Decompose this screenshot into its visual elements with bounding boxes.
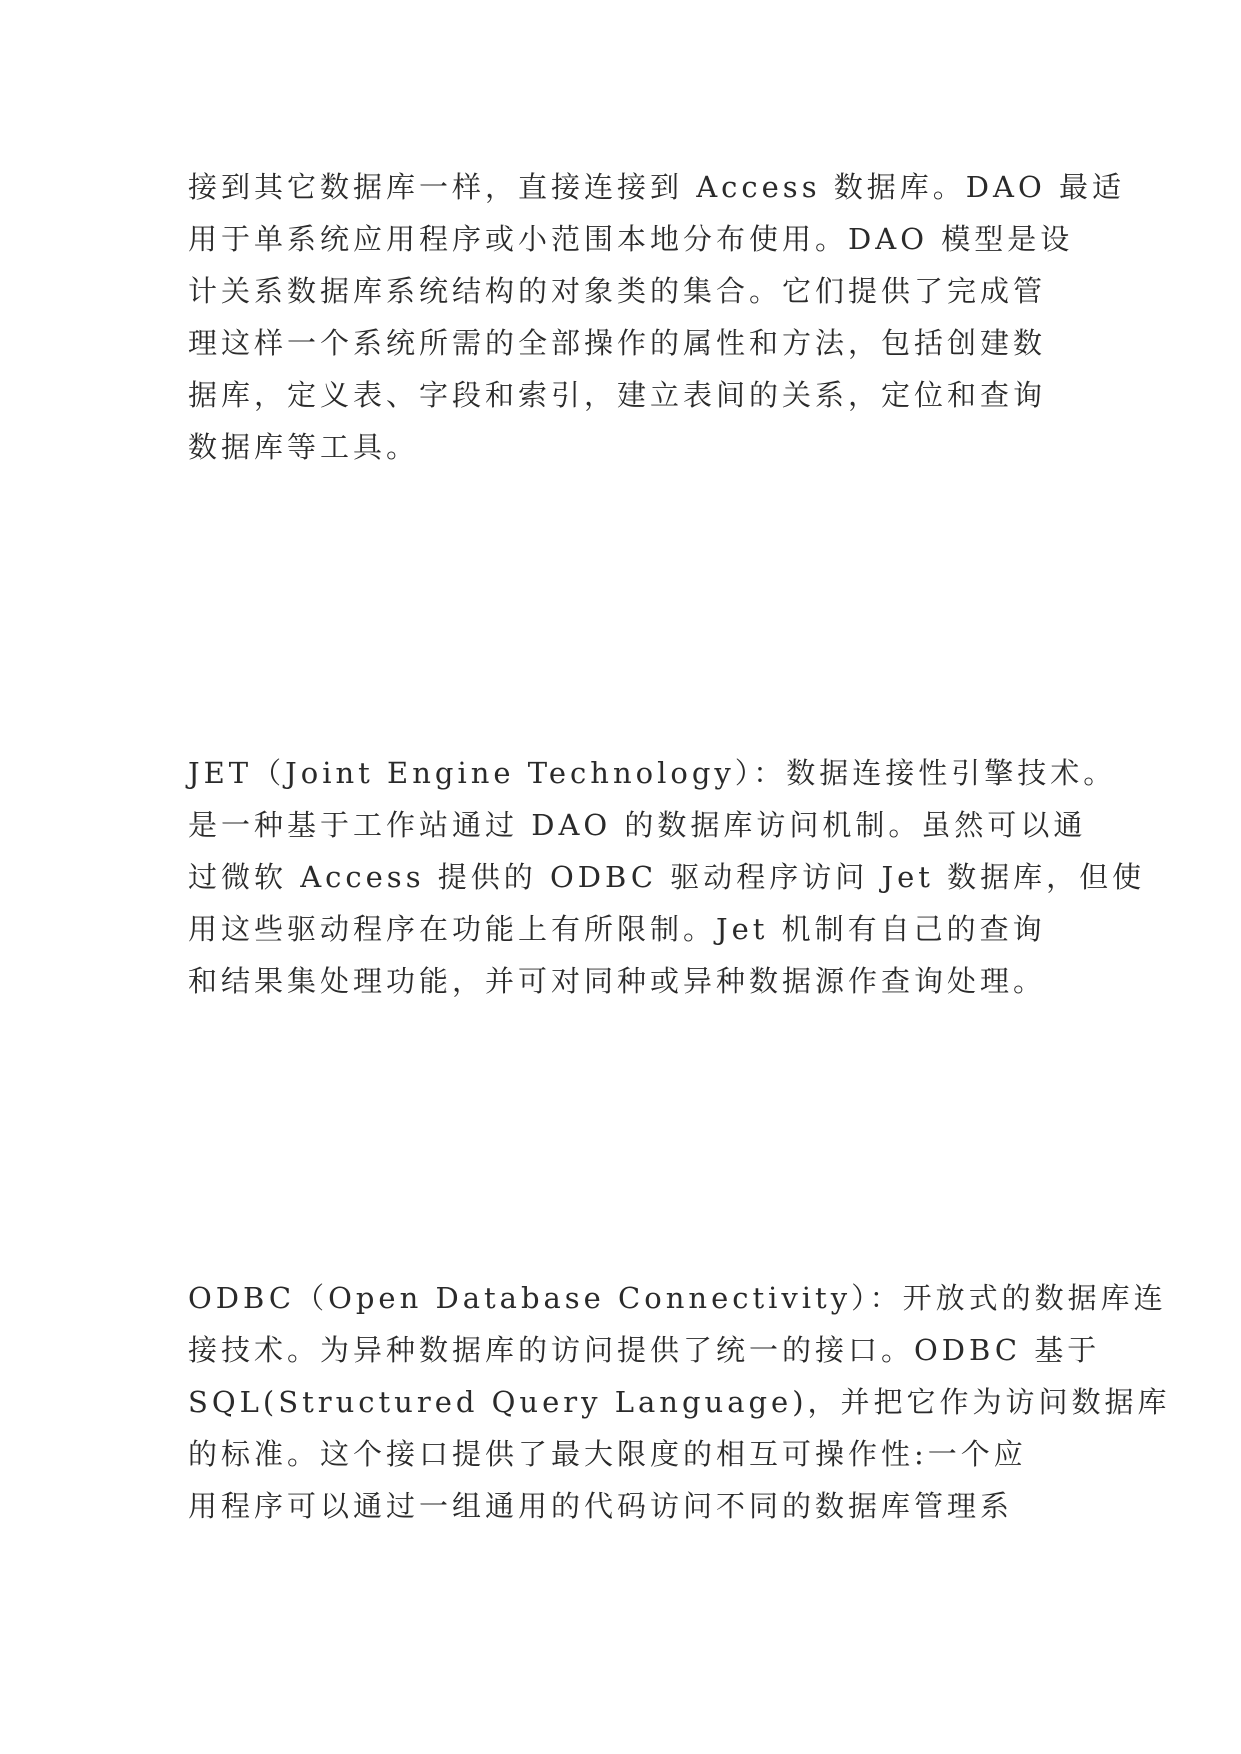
text-line: JET（Joint Engine Technology）：数据连接性引擎技术。 (188, 756, 1117, 790)
text-line: 是一种基于工作站通过 DAO 的数据库访问机制。虽然可以通 (188, 808, 1087, 842)
text-line: 的标准。这个接口提供了最大限度的相互可操作性:一个应 (188, 1437, 1027, 1471)
text-line: ODBC（Open Database Connectivity）：开放式的数据库连 (188, 1281, 1167, 1315)
text-line: 接技术。为异种数据库的访问提供了统一的接口。ODBC 基于 (188, 1333, 1101, 1367)
text-line: 用这些驱动程序在功能上有所限制。Jet 机制有自己的查询 (188, 912, 1046, 946)
paragraph-dao (188, 161, 1125, 473)
paragraph-odbc (188, 1272, 1171, 1532)
text-line: 理这样一个系统所需的全部操作的属性和方法，包括创建数 (188, 326, 1047, 360)
text-line: 过微软 Access 提供的 ODBC 驱动程序访问 Jet 数据库，但使 (188, 860, 1146, 894)
text-line: 数据库等工具。 (188, 430, 420, 464)
text-line: 和结果集处理功能，并可对同种或异种数据源作查询处理。 (188, 964, 1047, 998)
text-line: 据库，定义表、字段和索引，建立表间的关系，定位和查询 (188, 378, 1047, 412)
text-line: 用于单系统应用程序或小范围本地分布使用。DAO 模型是设 (188, 222, 1074, 256)
text-line: 接到其它数据库一样，直接连接到 Access 数据库。DAO 最适 (188, 170, 1125, 204)
text-line: 计关系数据库系统结构的对象类的集合。它们提供了完成管 (188, 274, 1047, 308)
text-line: SQL(Structured Query Language)，并把它作为访问数据库 (188, 1385, 1171, 1419)
text-line: 用程序可以通过一组通用的代码访问不同的数据库管理系 (188, 1489, 1014, 1523)
paragraph-jet (188, 747, 1146, 1007)
